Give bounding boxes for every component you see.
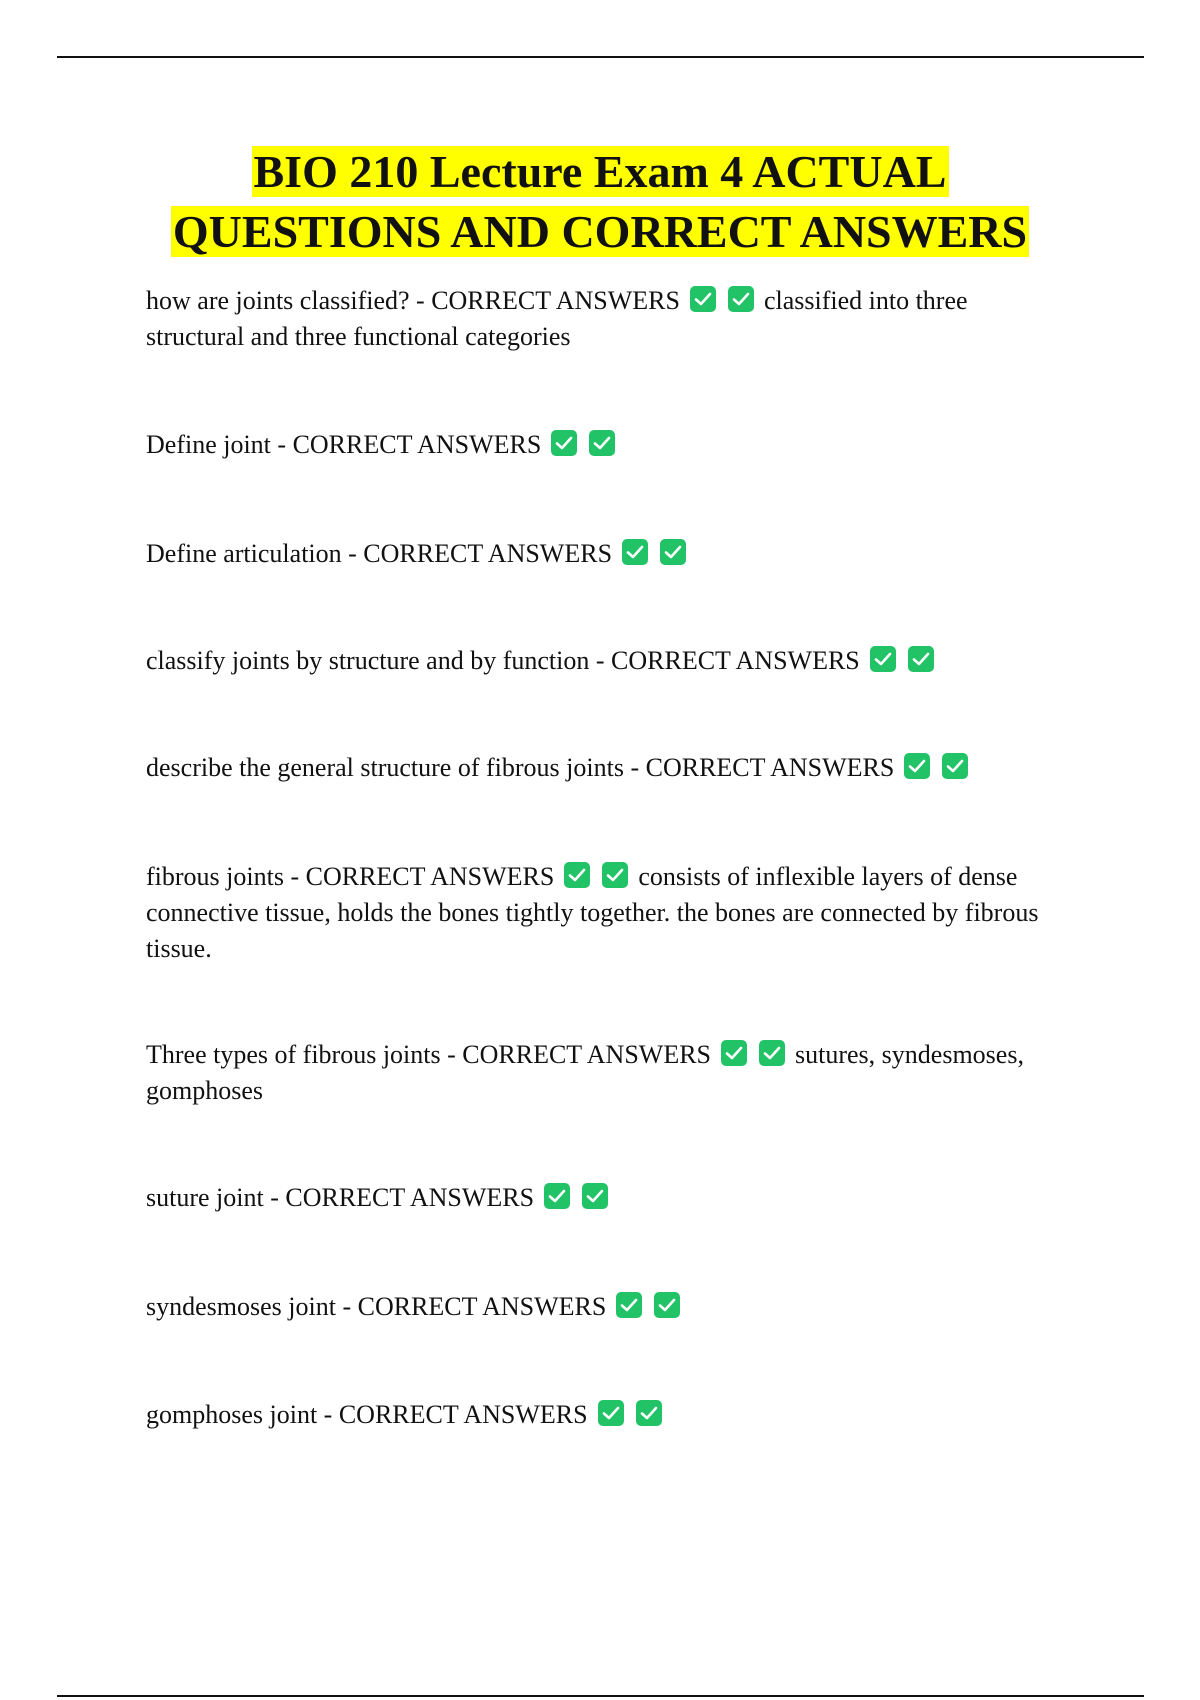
question-text: fibrous joints - CORRECT ANSWERS [146, 862, 555, 891]
check-mark-icon [616, 1292, 642, 1318]
answer-text: consists of inflexible layers of dense connective tissue, holds the bones tightly together. the bones are connected by fibrous tissue. [146, 862, 1039, 963]
check-mark-icon [636, 1400, 662, 1426]
check-mark-icon [690, 286, 716, 312]
check-mark-icon [728, 286, 754, 312]
answer-text: sutures, syndesmoses, gomphoses [146, 1040, 1024, 1105]
qa-entry [146, 283, 1051, 355]
check-mark-icon [589, 430, 615, 456]
question-text: suture joint - CORRECT ANSWERS [146, 1183, 535, 1212]
question-text: Define articulation - CORRECT ANSWERS [146, 539, 613, 568]
check-mark-icon [544, 1183, 570, 1209]
title-line-1: BIO 210 Lecture Exam 4 ACTUAL [253, 146, 947, 197]
question-text: describe the general structure of fibrous joints - CORRECT ANSWERS [146, 753, 895, 782]
qa-entry [146, 750, 1051, 786]
qa-entry [146, 1037, 1051, 1109]
question-text: Three types of fibrous joints - CORRECT ANSWERS [146, 1040, 712, 1069]
qa-entry [146, 1397, 1051, 1433]
question-text: gomphoses joint - CORRECT ANSWERS [146, 1400, 588, 1429]
check-mark-icon [564, 862, 590, 888]
check-mark-icon [654, 1292, 680, 1318]
check-mark-icon [622, 539, 648, 565]
title-line-2: QUESTIONS AND CORRECT ANSWERS [172, 206, 1028, 257]
check-mark-icon [942, 753, 968, 779]
check-mark-icon [721, 1040, 747, 1066]
qa-entry [146, 1289, 1051, 1325]
qa-entry [146, 859, 1051, 967]
bottom-rule [57, 1695, 1144, 1697]
check-mark-icon [759, 1040, 785, 1066]
answer-text: classified into three structural and three functional categories [146, 286, 968, 351]
question-text: classify joints by structure and by function - CORRECT ANSWERS [146, 646, 860, 675]
qa-entry [146, 536, 1051, 572]
question-text: how are joints classified? - CORRECT ANSWERS [146, 286, 680, 315]
check-mark-icon [870, 646, 896, 672]
qa-entry [146, 427, 1051, 463]
check-mark-icon [582, 1183, 608, 1209]
check-mark-icon [904, 753, 930, 779]
document-title [100, 142, 1100, 262]
check-mark-icon [660, 539, 686, 565]
check-mark-icon [598, 1400, 624, 1426]
check-mark-icon [551, 430, 577, 456]
title-highlight [171, 146, 1029, 257]
qa-entry [146, 1180, 1051, 1216]
question-text: syndesmoses joint - CORRECT ANSWERS [146, 1292, 607, 1321]
question-text: Define joint - CORRECT ANSWERS [146, 430, 542, 459]
qa-entry [146, 643, 1051, 679]
top-rule [57, 56, 1144, 58]
check-mark-icon [602, 862, 628, 888]
check-mark-icon [908, 646, 934, 672]
